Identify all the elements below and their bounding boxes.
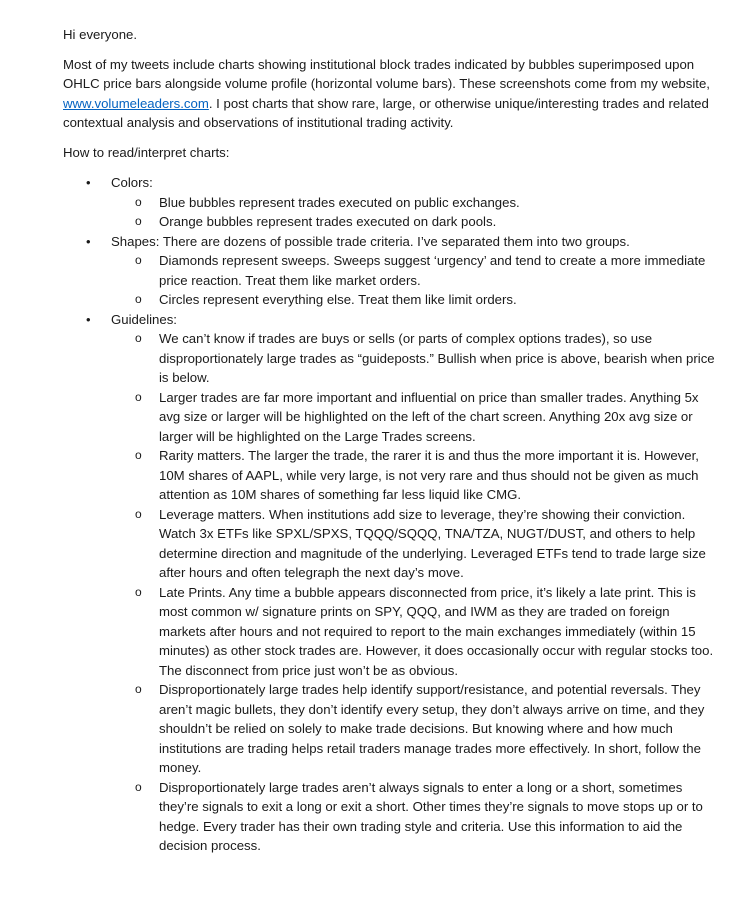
list-item — [135, 505, 715, 583]
list-item-text: Disproportionately large trades aren’t always signals to enter a long or a short, sometimes they’re signals to exit a long or exit a short. Other times they’re signals to move stops up or to hedge. Every trader has their own trading style and criteria. Use this information to aid the decision process. — [159, 779, 703, 853]
list-item-text: Diamonds represent sweeps. Sweeps suggest ‘urgency’ and tend to create a more immediate price reaction. Treat them like market orders. — [159, 253, 706, 288]
sub-bullet-icon: o — [135, 506, 142, 521]
section-shapes — [86, 232, 715, 310]
bullet-icon: • — [86, 311, 91, 327]
list-item — [135, 290, 715, 310]
sub-list — [111, 251, 715, 310]
intro-paragraph — [63, 55, 715, 133]
section-label: Colors: — [111, 175, 153, 190]
sub-bullet-icon: o — [135, 584, 142, 599]
list-item-text: Larger trades are far more important and influential on price than smaller trades. Anything 5x avg size or larger will be highlighted on the left of the chart screen. Anything 20x avg size or larger will be highlighted on the Large Trades screens. — [159, 389, 699, 444]
bullet-icon: • — [86, 233, 91, 249]
list-item — [135, 193, 715, 213]
intro-text-after-link: . I post charts that show rare, large, or otherwise unique/interesting trades and related contextual analysis and observations of institutional trading activity. — [63, 95, 709, 130]
section-label: Shapes: There are dozens of possible trade criteria. I’ve separated them into two groups. — [111, 233, 630, 249]
section-list — [63, 173, 715, 856]
sub-bullet-icon: o — [135, 331, 142, 345]
list-item — [135, 583, 715, 681]
list-item-text: Leverage matters. When institutions add size to leverage, they’re showing their conviction. Watch 3x ETFs like SPXL/SPXS, TQQQ/SQQQ, TNA/TZA, NUGT/DUST, and others to help determine direction and magnitude of the underlying. Leveraged ETFs tend to trade large size after hours and often telegraph the next day’s move. — [159, 506, 706, 580]
sub-bullet-icon: o — [135, 779, 142, 794]
sub-bullet-icon: o — [135, 448, 142, 462]
sub-bullet-icon: o — [135, 214, 142, 228]
section-label: Guidelines: — [111, 311, 177, 327]
list-item-text: Disproportionately large trades help identify support/resistance, and potential reversals. They aren’t magic bullets, they don’t identify every setup, they don’t always arrive on time, and they shouldn’t be relied on solely to make trade decisions. But knowing where and how much institutions are trading helps retail traders manage trades more effectively. In short, follow the money. — [159, 682, 705, 775]
sub-bullet-icon: o — [135, 253, 142, 267]
sub-list — [111, 193, 715, 232]
list-item-text: We can’t know if trades are buys or sells (or parts of complex options trades), so use disproportionately large trades as “guideposts.” Bullish when price is above, bearish when price is below. — [159, 331, 715, 385]
howto-heading: How to read/interpret charts: — [63, 144, 230, 160]
list-item-text: Orange bubbles represent trades executed on dark pools. — [159, 214, 497, 229]
sub-bullet-icon: o — [135, 292, 142, 306]
bullet-icon: • — [86, 175, 91, 190]
list-item — [135, 212, 715, 232]
list-item — [135, 778, 715, 856]
sub-list — [111, 329, 715, 856]
sub-bullet-icon: o — [135, 682, 142, 696]
list-item — [135, 388, 715, 447]
greeting: Hi everyone. — [63, 27, 138, 42]
list-item — [135, 251, 715, 290]
list-item — [135, 680, 715, 778]
intro-text-before-link: Most of my tweets include charts showing institutional block trades indicated by bubbles superimposed upon OHLC price bars alongside volume profile (horizontal volume bars). These screenshots come from my website, — [63, 56, 710, 91]
list-item-text: Blue bubbles represent trades executed on public exchanges. — [159, 194, 520, 210]
section-colors — [86, 173, 715, 232]
list-item — [135, 446, 715, 505]
sub-bullet-icon: o — [135, 389, 142, 404]
list-item-text: Rarity matters. The larger the trade, the rarer it is and thus the more important it is. However, 10M shares of AAPL, while very large, is not very rare and thus should not be given as much attention as 10M shares of something far less liquid like CMG. — [159, 448, 699, 502]
section-guidelines — [86, 310, 715, 856]
list-item — [135, 329, 715, 388]
sub-bullet-icon: o — [135, 194, 142, 209]
list-item-text: Late Prints. Any time a bubble appears disconnected from price, it’s likely a late print. This is most common w/ signature prints on SPY, QQQ, and IWM as they are traded on foreign markets after hours and not required to report to the main exchanges immediately (within 15 minutes) as other stock trades are. However, it does occasionally occur with regular stocks too. The disconnect from price just won’t be as obvious. — [159, 584, 714, 678]
list-item-text: Circles represent everything else. Treat them like limit orders. — [159, 292, 517, 307]
website-link[interactable]: www.volumeleaders.com — [63, 95, 209, 111]
